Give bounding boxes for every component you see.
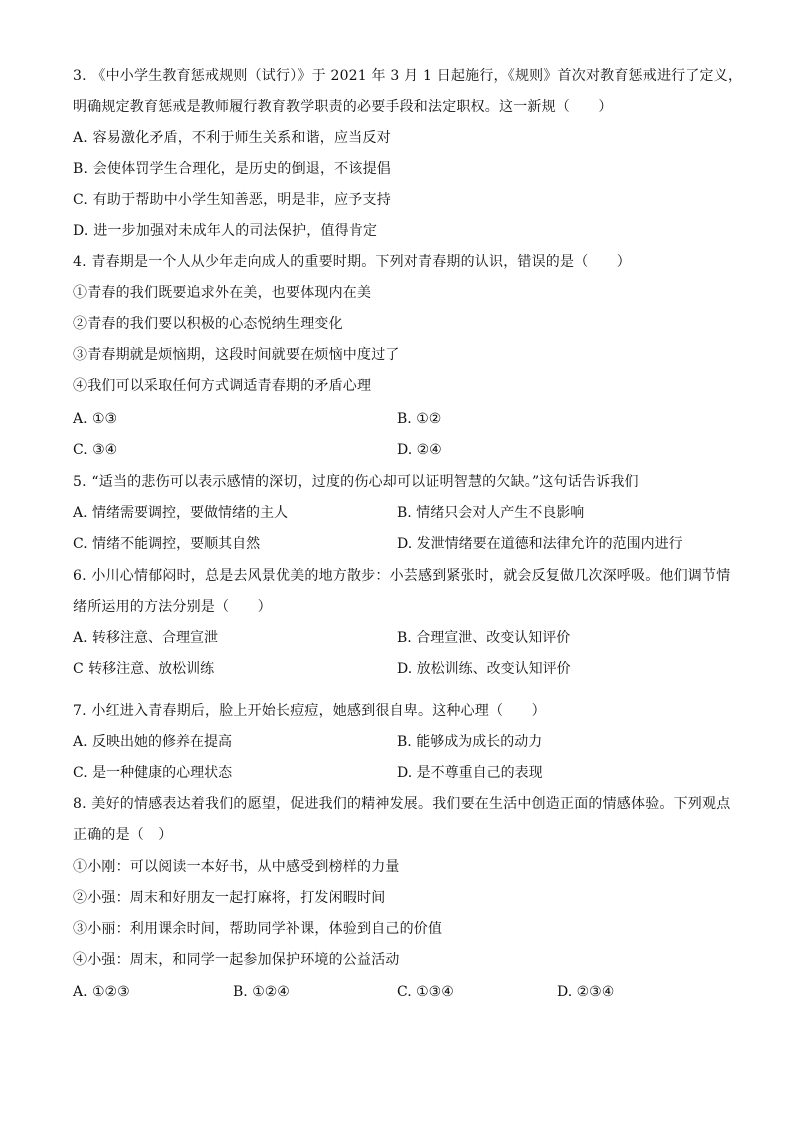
q7-stem: 7. 小红进入青春期后，脸上开始长痘痘，她感到很自卑。这种心理（ ） (73, 703, 546, 719)
q4-item-1: ①青春的我们既要追求外在美，也要体现内在美 (73, 285, 372, 301)
q6-option-b: B. 合理宣泄、改变认知评价 (397, 630, 571, 646)
q5-option-d: D. 发泄情绪要在道德和法律允许的范围内进行 (397, 536, 683, 552)
q8-item-4: ④小强：周末，和同学一起参加保护环境的公益活动 (73, 952, 400, 968)
q8-item-3: ③小丽：利用课余时间，帮助同学补课，体验到自己的价值 (73, 921, 443, 937)
q4-item-4: ④我们可以采取任何方式调适青春期的矛盾心理 (73, 378, 372, 394)
q4-item-3: ③青春期就是烦恼期，这段时间就要在烦恼中度过了 (73, 347, 400, 363)
q3-option-b: B. 会使体罚学生合理化，是历史的倒退，不该提倡 (73, 161, 391, 177)
q5-stem: 5. “适当的悲伤可以表示感情的深切，过度的伤心却可以证明智慧的欠缺。”这句话告诉我们 (73, 474, 639, 490)
q8-option-d: D. ②③④ (557, 984, 615, 1000)
q4-option-d: D. ②④ (397, 442, 442, 458)
q4-option-b: B. ①② (397, 411, 442, 427)
q5-option-a: A. 情绪需要调控，要做情绪的主人 (73, 505, 289, 521)
q6-stem-line1: 6. 小川心情郁闷时，总是去风景优美的地方散步：小芸感到紧张时，就会反复做几次深呼吸。他们调节情 (73, 568, 731, 584)
q4-item-2: ②青春的我们要以积极的心态悦纳生理变化 (73, 316, 343, 332)
q7-option-d: D. 是不尊重自己的表现 (397, 765, 543, 781)
q6-stem-line2: 绪所运用的方法分别是（ ） (73, 599, 272, 615)
q4-stem: 4. 青春期是一个人从少年走向成人的重要时期。下列对青春期的认识，错误的是（ ） (73, 254, 632, 270)
q3-option-a: A. 容易激化矛盾，不利于师生关系和谐，应当反对 (73, 130, 391, 146)
q8-stem-line2: 正确的是（ ） (73, 827, 173, 843)
q8-option-b: B. ①②④ (233, 984, 290, 1000)
q4-option-a: A. ①③ (73, 411, 118, 427)
q7-option-c: C. 是一种健康的心理状态 (73, 765, 233, 781)
q3-option-c: C. 有助于帮助中小学生知善恶，明是非，应予支持 (73, 192, 391, 208)
q6-option-a: A. 转移注意、合理宣泄 (73, 630, 219, 646)
q6-option-d: D. 放松训练、改变认知评价 (397, 661, 571, 677)
q7-option-a: A. 反映出她的修养在提高 (73, 734, 233, 750)
q8-stem-line1: 8. 美好的情感表达着我们的愿望，促进我们的精神发展。我们要在生活中创造正面的情感体验。下列观点 (73, 796, 731, 812)
q6-option-c: C 转移注意、放松训练 (73, 661, 215, 677)
q3-option-d: D. 进一步加强对未成年人的司法保护，值得肯定 (73, 223, 378, 239)
q8-item-1: ①小刚：可以阅读一本好书，从中感受到榜样的力量 (73, 859, 400, 875)
q7-option-b: B. 能够成为成长的动力 (397, 734, 543, 750)
q3-stem-line1: 3. 《中小学生教育惩戒规则（试行）》于 2021 年 3 月 1 日起施行，《规则》首次对教育惩戒进行了定义， (73, 68, 743, 84)
q8-item-2: ②小强：周末和好朋友一起打麻将，打发闲暇时间 (73, 890, 386, 906)
q3-stem-line2: 明确规定教育惩戒是教师履行教育教学职责的必要手段和法定职权。这一新规（ ） (73, 99, 613, 115)
q5-option-c: C. 情绪不能调控，要顺其自然 (73, 536, 261, 552)
q8-option-c: C. ①③④ (397, 984, 454, 1000)
q5-option-b: B. 情绪只会对人产生不良影响 (397, 505, 585, 521)
q4-option-c: C. ③④ (73, 442, 118, 458)
q8-option-a: A. ①②③ (73, 984, 130, 1000)
